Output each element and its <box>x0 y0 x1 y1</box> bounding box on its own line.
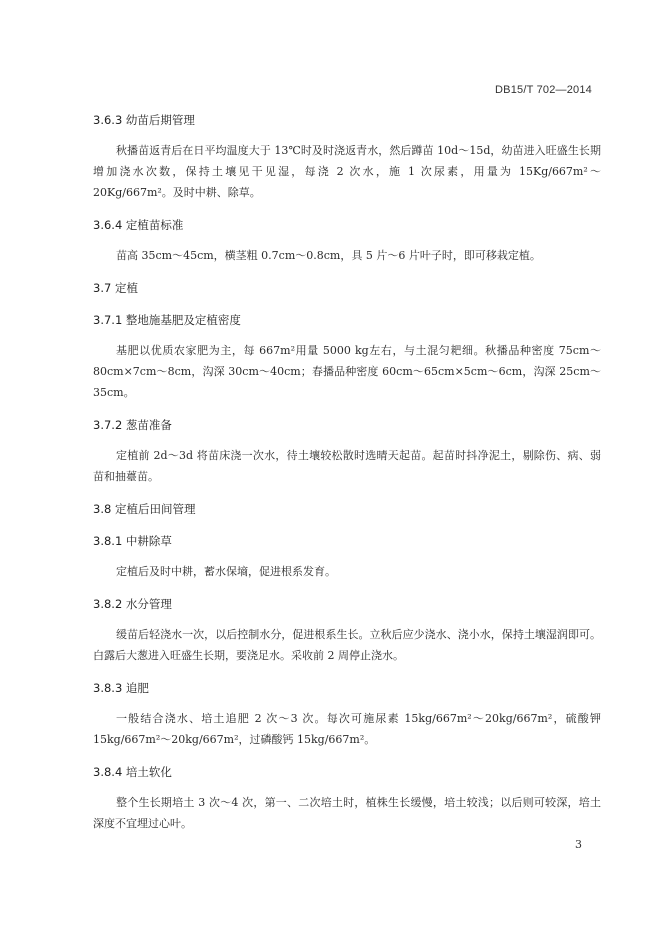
section-heading: 3.7.1 整地施基肥及定植密度 <box>93 313 241 327</box>
section-paragraph: 秋播苗返青后在日平均温度大于 13℃时及时浇返青水，然后蹲苗 10d～15d，幼苗进入旺盛生长期增加浇水次数，保持土壤见干见湿，每浇 2 次水，施 1 次尿素，用量为 15Kg/667m²～20Kg/667m²。及时中耕、除草。 <box>93 144 601 199</box>
section-heading: 3.8.1 中耕除草 <box>93 534 172 548</box>
section-heading: 3.8.2 水分管理 <box>93 597 172 611</box>
section-paragraph: 苗高 35cm～45cm，横茎粗 0.7cm～0.8cm，具 5 片～6 片叶子时，即可移栽定植。 <box>116 249 541 262</box>
section-heading: 3.8.3 追肥 <box>93 681 149 695</box>
standard-code: DB15/T 702—2014 <box>495 84 592 96</box>
section-paragraph: 定植后及时中耕，蓄水保墒，促进根系发育。 <box>116 565 336 578</box>
section-heading: 3.6.3 幼苗后期管理 <box>93 113 195 127</box>
document-body <box>93 104 601 834</box>
section-paragraph: 基肥以优质农家肥为主，每 667m²用量 5000 kg左右，与土混匀耙细。秋播品种密度 75cm～80cm×7cm～8cm，沟深 30cm～40cm；春播品种密度 60cm～65cm×5cm～6cm，沟深 25cm～35cm。 <box>93 344 601 399</box>
section-paragraph: 整个生长期培土 3 次～4 次，第一、二次培土时，植株生长缓慢，培土较浅；以后则可较深，培土深度不宜埋过心叶。 <box>93 796 601 830</box>
section-heading: 3.8.4 培土软化 <box>93 765 172 779</box>
section-paragraph: 一般结合浇水、培土追肥 2 次～3 次。每次可施尿素 15kg/667m²～20kg/667m²，硫酸钾 15kg/667m²～20kg/667m²，过磷酸钙 15kg/667m²。 <box>93 712 601 746</box>
section-paragraph: 缓苗后轻浇水一次，以后控制水分，促进根系生长。立秋后应少浇水、浇小水，保持土壤湿润即可。白露后大葱进入旺盛生长期，要浇足水。采收前 2 周停止浇水。 <box>93 628 601 662</box>
page-number: 3 <box>575 838 582 851</box>
section-heading: 3.6.4 定植苗标准 <box>93 218 184 232</box>
section-heading: 3.7.2 葱苗准备 <box>93 418 172 432</box>
section-paragraph: 定植前 2d～3d 将苗床浇一次水，待土壤较松散时选晴天起苗。起苗时抖净泥土，剔除伤、病、弱苗和抽薹苗。 <box>93 449 601 483</box>
section-heading: 3.8 定植后田间管理 <box>93 502 196 516</box>
section-heading: 3.7 定植 <box>93 281 138 295</box>
